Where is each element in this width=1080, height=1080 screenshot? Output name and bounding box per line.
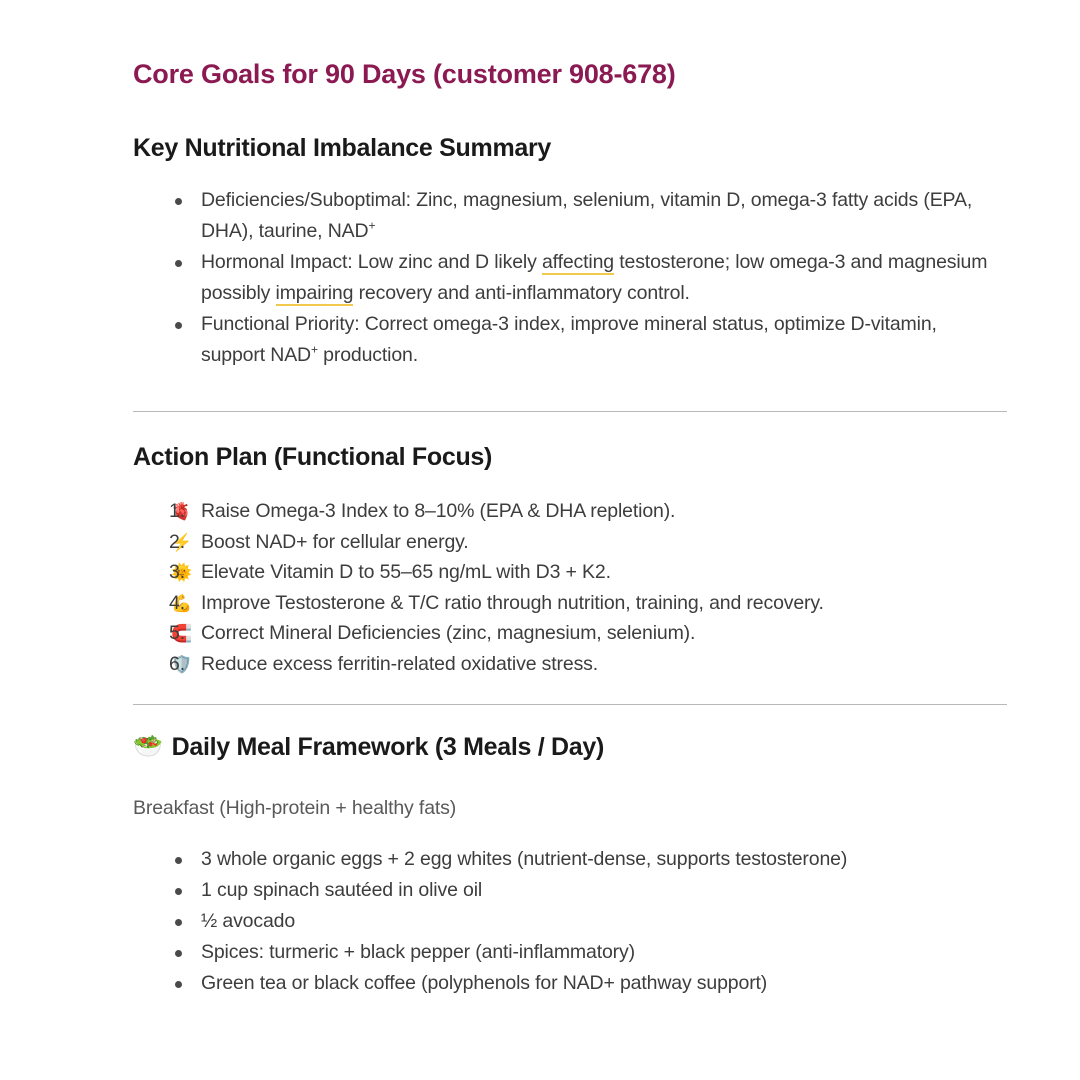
action-item-text-3: Elevate Vitamin D to 55–65 ng/mL with D3 + K2. [201, 561, 611, 584]
list-item [133, 557, 1010, 588]
green-salad-icon: 🥗 [133, 733, 163, 761]
spacer [133, 705, 1010, 732]
section-heading-summary: Key Nutritional Imbalance Summary [133, 134, 552, 163]
flexed-biceps-icon: 💪 [171, 593, 193, 613]
breakfast-item-1: 3 whole organic eggs + 2 egg whites (nutrient-dense, supports testosterone) [201, 848, 848, 871]
action-item-text-4: Improve Testosterone & T/C ratio through nutrition, training, and recovery. [201, 591, 824, 614]
spacer [133, 762, 1010, 794]
breakfast-item-5: Green tea or black coffee (polyphenols for NAD+ pathway support) [201, 972, 768, 995]
summary-bullet-text-3: Functional Priority: Correct omega-3 index, improve mineral status, optimize D-vitamin, support NAD [201, 313, 937, 367]
spacer [133, 412, 1010, 442]
summary-bullet-text-2c: recovery and anti-inflammatory control. [353, 282, 690, 305]
list-item [133, 937, 1001, 968]
highlighted-term-affecting: affecting [541, 251, 614, 274]
action-item-text-1: Raise Omega-3 Index to 8–10% (EPA & DHA repletion). [201, 500, 676, 523]
breakfast-item-list [133, 844, 1010, 999]
list-item [133, 875, 1001, 906]
highlighted-term-impairing: impairing [275, 282, 354, 305]
magnet-icon: 🧲 [171, 624, 193, 644]
list-item [133, 309, 1001, 371]
summary-bullet-list [133, 185, 1010, 371]
shield-icon: 🛡️ [171, 654, 193, 674]
breakfast-item-2: 1 cup spinach sautéed in olive oil [201, 879, 483, 902]
breakfast-item-3: ½ avocado [201, 910, 296, 933]
list-item [133, 588, 1010, 619]
summary-bullet-text-2b: testosterone; low omega-3 and magnesium possibly [201, 251, 988, 305]
summary-bullet-text-3b: production. [317, 344, 418, 367]
list-item [133, 649, 1010, 680]
list-item [133, 906, 1001, 937]
spacer [133, 371, 1010, 411]
action-item-text-6: Reduce excess ferritin-related oxidative stress. [201, 652, 599, 675]
page-title: Core Goals for 90 Days (customer 908-678) [133, 59, 676, 89]
meal-label-breakfast: Breakfast (High-protein + healthy fats) [133, 797, 457, 820]
list-item [133, 844, 1001, 875]
action-item-text-5: Correct Mineral Deficiencies (zinc, magnesium, selenium). [201, 622, 696, 645]
breakfast-item-4: Spices: turmeric + black pepper (anti-inflammatory) [201, 941, 635, 964]
action-plan-list [133, 496, 1010, 679]
list-item [133, 247, 1001, 309]
section-heading-action-plan: Action Plan (Functional Focus) [133, 443, 493, 472]
meal-framework-heading-text: Daily Meal Framework (3 Meals / Day) [171, 733, 605, 762]
summary-bullet-text-1: Deficiencies/Suboptimal: Zinc, magnesium, selenium, vitamin D, omega-3 fatty acids (EPA, DHA), taurine, NAD [201, 189, 973, 243]
anatomical-heart-icon: 🫀 [171, 502, 193, 522]
summary-bullet-text-2a: Hormonal Impact: Low zinc and D likely [201, 251, 542, 274]
sun-with-face-icon: 🌞 [171, 563, 193, 583]
superscript-plus: + [368, 218, 376, 233]
superscript-plus: + [310, 342, 318, 357]
action-item-text-2: Boost NAD+ for cellular energy. [201, 530, 469, 553]
list-item [133, 185, 1001, 247]
list-item [133, 968, 1001, 999]
high-voltage-icon: ⚡ [171, 532, 193, 552]
spacer [133, 679, 1010, 704]
section-heading-meal-framework [133, 732, 1010, 762]
list-item [133, 527, 1010, 558]
list-item [133, 618, 1010, 649]
list-item [133, 496, 1010, 527]
